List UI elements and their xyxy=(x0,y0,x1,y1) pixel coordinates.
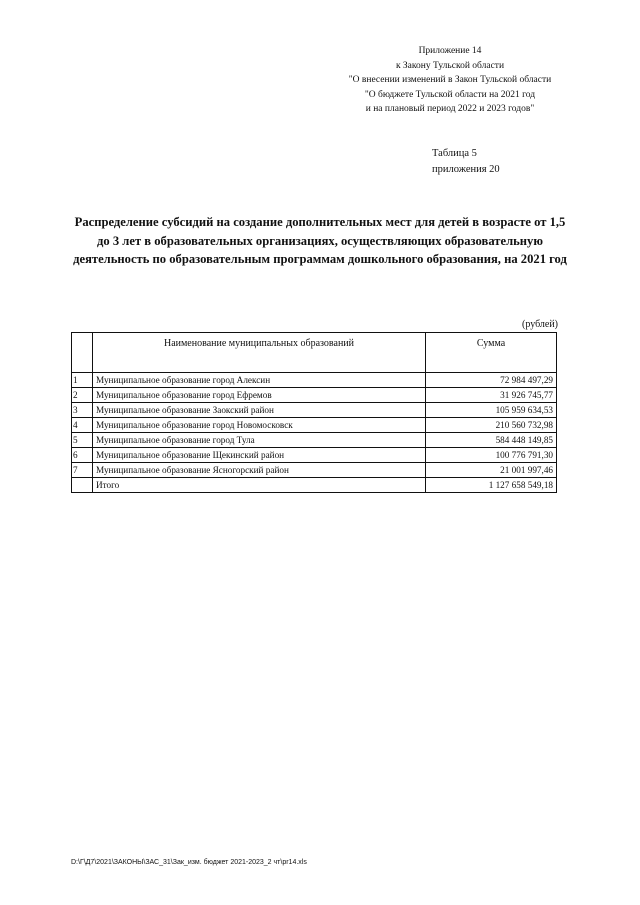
row-name: Муниципальное образование город Ефремов xyxy=(93,388,426,403)
header-num-cell xyxy=(72,333,93,373)
table-row xyxy=(72,388,557,403)
header-line: Приложение 14 xyxy=(418,46,482,56)
row-num: 7 xyxy=(72,463,93,478)
row-num: 2 xyxy=(72,388,93,403)
header-name-cell: Наименование муниципальных образований xyxy=(93,333,426,373)
table-row xyxy=(72,403,557,418)
header-line: "О бюджете Тульской области на 2021 год xyxy=(364,89,536,100)
row-name: Муниципальное образование город Тула xyxy=(93,433,426,448)
appendix-number: приложения 20 xyxy=(432,164,500,175)
row-name: Муниципальное образование Щекинский район xyxy=(93,448,426,463)
row-num: 3 xyxy=(72,403,93,418)
table-total-row xyxy=(72,478,557,493)
table-row xyxy=(72,418,557,433)
table-row xyxy=(72,448,557,463)
row-sum: 210 560 732,98 xyxy=(426,418,557,433)
row-sum: 31 926 745,77 xyxy=(426,388,557,403)
row-num: 5 xyxy=(72,433,93,448)
total-label: Итого xyxy=(93,478,426,493)
units-label: (рублей) xyxy=(522,319,559,330)
table-row xyxy=(72,463,557,478)
row-num: 1 xyxy=(72,373,93,388)
row-sum: 72 984 497,29 xyxy=(426,373,557,388)
document-title: Распределение субсидий на создание дополнительных мест для детей в возрасте от 1,5 до 3 лет в образовательных организациях, осуществляющих образовательную деятельность по образовательным программам дошкольного образования, на 2021 год xyxy=(73,215,567,266)
table-row xyxy=(72,373,557,388)
row-sum: 100 776 791,30 xyxy=(426,448,557,463)
row-sum: 105 959 634,53 xyxy=(426,403,557,418)
file-path-footer: D:\Г\Д7\2021\ЗАКОНЫ\ЗАС_31\Зак_изм. бюджет 2021-2023_2 чт\pr14.xls xyxy=(71,859,307,866)
row-sum: 584 448 149,85 xyxy=(426,433,557,448)
total-num-cell xyxy=(72,478,93,493)
header-line: и на плановый период 2022 и 2023 годов" xyxy=(365,104,535,114)
header-line: "О внесении изменений в Закон Тульской области xyxy=(348,75,552,85)
table-row xyxy=(72,433,557,448)
table-number: Таблица 5 xyxy=(432,148,477,159)
row-sum: 21 001 997,46 xyxy=(426,463,557,478)
table-header-row xyxy=(72,333,557,373)
appendix-header xyxy=(330,44,570,117)
row-name: Муниципальное образование Ясногорский район xyxy=(93,463,426,478)
header-line: к Закону Тульской области xyxy=(395,60,505,71)
row-num: 6 xyxy=(72,448,93,463)
row-num: 4 xyxy=(72,418,93,433)
table-reference xyxy=(432,146,500,178)
subsidy-table xyxy=(71,332,557,493)
row-name: Муниципальное образование город Алексин xyxy=(93,373,426,388)
total-sum: 1 127 658 549,18 xyxy=(426,478,557,493)
row-name: Муниципальное образование город Новомосковск xyxy=(93,418,426,433)
row-name: Муниципальное образование Заокский район xyxy=(93,403,426,418)
header-sum-cell: Сумма xyxy=(426,333,557,373)
